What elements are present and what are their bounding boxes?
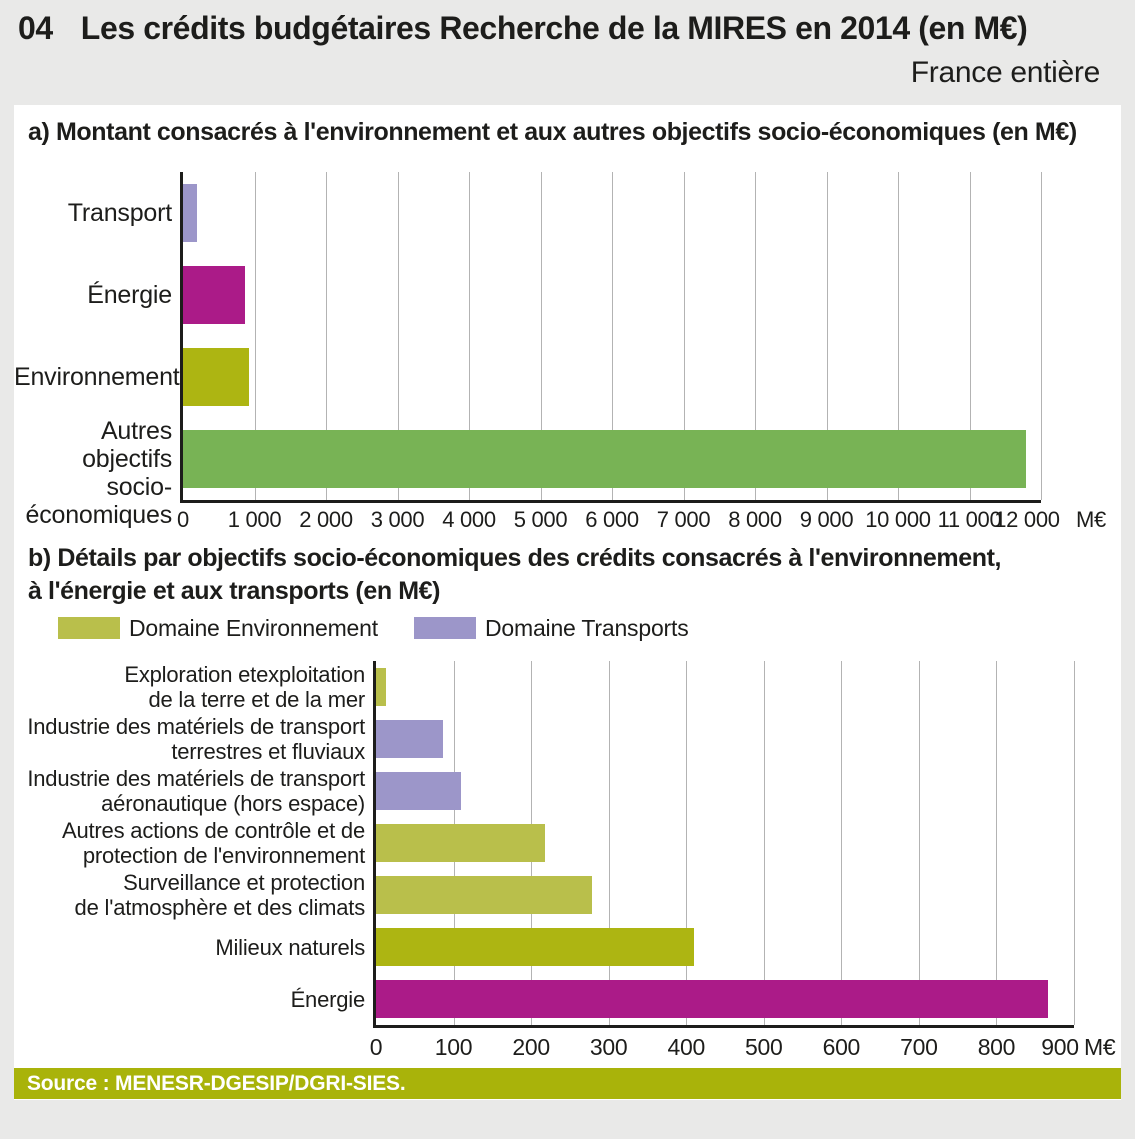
tick-label: 6 000 (585, 507, 639, 532)
category-label-4: Surveillance et protection de l'atmosphère et des climats (74, 870, 365, 920)
category-label-5: Milieux naturels (215, 934, 365, 960)
grid-line (764, 661, 765, 1025)
tick-label: 200 (512, 1034, 550, 1060)
grid-line (686, 661, 687, 1025)
bar-2 (376, 772, 461, 810)
page-title (18, 10, 1027, 47)
tick-label: 10 000 (865, 507, 931, 532)
grid-line (609, 661, 610, 1025)
x-axis (373, 1025, 1074, 1028)
tick-label: 0 (177, 507, 189, 532)
legend-label-transports: Domaine Transports (485, 614, 689, 641)
tick-label: 11 000 (937, 507, 1002, 532)
tick-label: 100 (434, 1034, 473, 1060)
tick-label: 3 000 (370, 507, 425, 532)
tick-label: 900 (1041, 1034, 1079, 1060)
chart-a-heading: a) Montant consacrés à l'environnement et aux autres objectifs socio-économiques (en M€) (28, 118, 1077, 146)
category-label-2: Industrie des matériels de transport aéronautique (hors espace) (27, 766, 365, 816)
figure-subtitle: France entière (910, 56, 1100, 89)
grid-line (996, 661, 997, 1025)
bar-4 (376, 876, 592, 914)
chart-b (14, 105, 1121, 1100)
tick-label: 500 (745, 1034, 783, 1060)
legend-label-environnement: Domaine Environnement (129, 614, 378, 641)
bar-6 (376, 980, 1048, 1018)
tick-label: 4 000 (442, 507, 496, 532)
tick-label: 600 (822, 1034, 861, 1060)
bar-0 (376, 668, 386, 706)
category-label-2: Environnement (14, 363, 180, 391)
bar-5 (376, 928, 694, 966)
tick-label: 12 000 (994, 507, 1060, 532)
source-bar (14, 1068, 1121, 1099)
bar-1 (376, 720, 443, 758)
category-label-6: Énergie (290, 986, 365, 1012)
grid-line (841, 661, 842, 1025)
chart-b-heading-line1: b) Détails par objectifs socio-économiques des crédits consacrés à l'environnement, (28, 544, 1002, 572)
bar-3 (376, 824, 545, 862)
chart-b-heading-line2: à l'énergie et aux transports (en M€) (28, 577, 441, 605)
content-box (14, 105, 1121, 1100)
axis-unit-label: M€ (1076, 507, 1106, 532)
figure-title: Les crédits budgétaires Recherche de la MIRES en 2014 (en M€) (80, 10, 1028, 46)
tick-label: 300 (589, 1034, 628, 1060)
tick-label: 9 000 (799, 507, 854, 532)
grid-line (919, 661, 920, 1025)
tick-label: 0 (369, 1034, 383, 1060)
category-label-3: Autres objectifs socio- économiques (25, 417, 172, 529)
tick-label: 2 000 (299, 507, 353, 532)
category-label-1: Énergie (87, 281, 172, 309)
tick-label: 400 (667, 1034, 705, 1060)
figure-number: 04 (18, 10, 53, 46)
tick-label: 700 (900, 1034, 938, 1060)
tick-label: 1 000 (227, 507, 282, 532)
tick-label: 7 000 (656, 507, 711, 532)
grid-line (1074, 661, 1075, 1025)
category-label-3: Autres actions de contrôle et de protection de l'environnement (61, 818, 365, 868)
category-label-0: Exploration etexploitation de la terre et de la mer (124, 662, 365, 712)
source-text: Source : MENESR-DGESIP/DGRI-SIES. (27, 1072, 406, 1095)
tick-label: 8 000 (728, 507, 782, 532)
category-label-0: Transport (67, 199, 172, 227)
category-label-1: Industrie des matériels de transport terrestres et fluviaux (27, 714, 365, 764)
tick-label: 5 000 (513, 507, 568, 532)
tick-label: 800 (977, 1034, 1016, 1060)
axis-unit-label: M€ (1084, 1034, 1116, 1060)
